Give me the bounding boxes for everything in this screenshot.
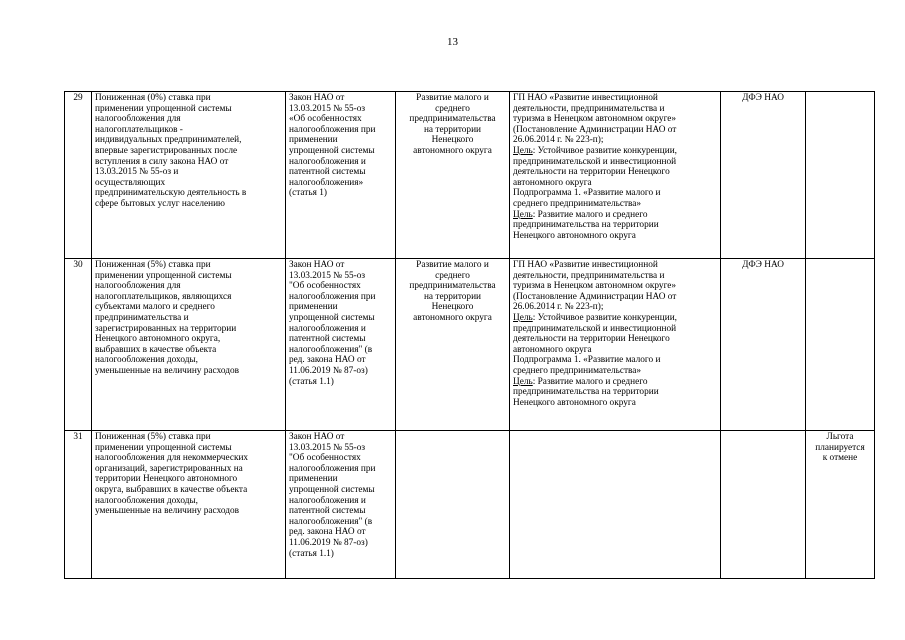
program-line — [513, 302, 717, 313]
goal-line: Ненецкого — [431, 302, 474, 313]
table-row — [65, 259, 875, 431]
benefit-name-line: налогообложения для — [95, 281, 181, 292]
program-line — [513, 398, 717, 409]
row-number: 31 — [73, 432, 83, 442]
program-line-text: Ненецкого автономного округа — [513, 230, 636, 241]
program-cell — [510, 431, 721, 579]
law-line: применении — [289, 135, 338, 146]
benefit-name-line: вступления в силу закона НАО от — [95, 156, 229, 167]
goal-line: Развитие малого и — [416, 93, 489, 103]
program-line-text: Ненецкого автономного округа — [513, 397, 636, 408]
program-goal-label: Цель — [513, 312, 533, 323]
program-line-text: предпринимательской и инвестиционной — [513, 323, 677, 334]
program-cell — [510, 259, 721, 431]
law-line: налогообложения при — [289, 291, 376, 302]
law-line: «Об особенностях — [289, 114, 362, 125]
benefit-name-line: организаций, зарегистрированных на — [95, 463, 243, 474]
benefit-name-line: сфере бытовых услуг населению — [95, 198, 225, 209]
program-line — [513, 104, 717, 115]
benefit-name-line: Пониженная (5%) ставка при — [95, 432, 211, 442]
program-line-text: деятельности, предпринимательства и — [513, 103, 665, 114]
law-line: ред. закона НАО от — [289, 527, 366, 538]
note-cell — [806, 431, 875, 579]
program-line-text: ГП НАО «Развитие инвестиционной — [513, 93, 658, 103]
program-line-text: : Устойчивое развитие конкуренции, — [532, 145, 677, 156]
program-line — [513, 199, 717, 210]
note-line: к отмене — [822, 453, 858, 464]
law-line: патентной системы — [289, 506, 366, 517]
program-line — [513, 125, 717, 136]
program-line — [513, 114, 717, 125]
program-line-text: предпринимательства на территории — [513, 220, 659, 231]
program-line — [513, 135, 717, 146]
program-line-text: туризма в Ненецком автономном округе» — [513, 114, 677, 125]
program-line-text: деятельности, предпринимательства и — [513, 270, 665, 281]
program-line-text: среднего предпринимательства» — [513, 198, 642, 209]
law-cell — [286, 92, 396, 259]
law-line: "Об особенностях — [289, 281, 361, 292]
law-line: 11.06.2019 № 87-оз) — [289, 537, 368, 548]
program-line — [513, 355, 717, 366]
program-line-text: деятельности на территории Ненецкого — [513, 334, 670, 345]
benefit-name-line: налогообложения для некоммерческих — [95, 453, 249, 464]
benefit-name-line: округа, выбравших в качестве объекта — [95, 484, 248, 495]
benefit-name-line: Пониженная (0%) ставка при — [95, 93, 211, 103]
law-line: "Об особенностях — [289, 453, 361, 464]
benefit-name-line: предпринимательства и — [95, 312, 189, 323]
goal-line: среднего — [435, 270, 470, 281]
program-line-text: (Постановление Администрации НАО от — [513, 124, 677, 135]
note-cell — [806, 259, 875, 431]
program-line — [513, 210, 717, 221]
program-cell — [510, 92, 721, 259]
program-line-text: ГП НАО «Развитие инвестиционной — [513, 260, 658, 270]
benefit-name-line: уменьшенные на величину расходов — [95, 365, 240, 376]
benefit-name-line: субъектами малого и среднего — [95, 302, 215, 313]
law-line: налогообложения" (в — [289, 516, 373, 527]
program-line-text: : Устойчивое развитие конкуренции, — [532, 312, 677, 323]
curator-cell — [721, 431, 806, 579]
curator-cell — [721, 92, 806, 259]
law-line: Закон НАО от — [289, 260, 345, 270]
goal-cell — [396, 92, 510, 259]
law-line: патентной системы — [289, 167, 366, 178]
program-line — [513, 93, 717, 104]
program-line — [513, 157, 717, 168]
law-line: Закон НАО от — [289, 432, 345, 442]
law-line: применении — [289, 474, 338, 485]
benefit-name-line: территории Ненецкого автономного — [95, 474, 238, 485]
note-line: Льгота — [826, 432, 854, 442]
program-line-text: среднего предпринимательства» — [513, 365, 642, 376]
law-line: налогообложения при — [289, 124, 376, 135]
law-line: патентной системы — [289, 334, 366, 345]
program-goal-label: Цель — [513, 376, 533, 387]
law-line: налогообложения и — [289, 495, 366, 506]
program-line — [513, 167, 717, 178]
program-line-text: Подпрограмма 1. «Развитие малого и — [513, 188, 661, 199]
law-line: налогообложения" (в — [289, 344, 373, 355]
law-line: 11.06.2019 № 87-оз) — [289, 365, 368, 376]
program-line-text: предпринимательской и инвестиционной — [513, 156, 677, 167]
row-number-cell — [65, 259, 92, 431]
goal-line: предпринимательства — [409, 114, 496, 125]
law-line: упрощенной системы — [289, 312, 375, 323]
benefit-name-line: Ненецкого автономного округа, — [95, 334, 221, 345]
law-cell — [286, 259, 396, 431]
law-line: (статья 1.1) — [289, 376, 334, 387]
program-line-text: автономного округа — [513, 177, 592, 188]
program-line — [513, 178, 717, 189]
goal-line: автономного округа — [413, 312, 492, 323]
law-line: применении — [289, 302, 338, 313]
program-line — [513, 387, 717, 398]
benefit-name-line: применении упрощенной системы — [95, 442, 232, 453]
note-cell — [806, 92, 875, 259]
law-line: Закон НАО от — [289, 93, 345, 103]
law-line: налогообложения и — [289, 323, 366, 334]
goal-cell — [396, 431, 510, 579]
benefit-name-cell — [92, 259, 286, 431]
row-number-cell — [65, 431, 92, 579]
program-line-text: 26.06.2014 г. № 223-п); — [513, 135, 604, 146]
goal-line: автономного округа — [413, 145, 492, 156]
curator-line: ДФЭ НАО — [742, 93, 784, 103]
benefit-name-line: налогообложения доходы, — [95, 495, 199, 506]
goal-line: Развитие малого и — [416, 260, 489, 270]
benefit-name-cell — [92, 92, 286, 259]
program-goal-label: Цель — [513, 209, 533, 220]
benefit-name-line: зарегистрированных на территории — [95, 323, 237, 334]
benefit-name-line: применении упрощенной системы — [95, 103, 232, 114]
program-line — [513, 146, 717, 157]
benefit-name-line: Пониженная (5%) ставка при — [95, 260, 211, 270]
program-line — [513, 324, 717, 335]
program-line-text: предпринимательства на территории — [513, 387, 659, 398]
program-line — [513, 334, 717, 345]
program-line — [513, 366, 717, 377]
program-line-text: (Постановление Администрации НАО от — [513, 291, 677, 302]
law-line: налогообложения» — [289, 177, 364, 188]
row-number: 29 — [73, 93, 83, 103]
program-line-text: автономного округа — [513, 344, 592, 355]
goal-line: предпринимательства — [409, 281, 496, 292]
benefit-name-line: 13.03.2015 № 55-оз и — [95, 167, 179, 178]
law-cell — [286, 431, 396, 579]
benefit-name-line: применении упрощенной системы — [95, 270, 232, 281]
law-line: 13.03.2015 № 55-оз — [289, 442, 366, 453]
goal-line: среднего — [435, 103, 470, 114]
program-line — [513, 345, 717, 356]
benefit-name-line: налогообложения доходы, — [95, 355, 199, 366]
program-line — [513, 292, 717, 303]
program-goal-label: Цель — [513, 145, 533, 156]
program-line-text: : Развитие малого и среднего — [532, 376, 648, 387]
program-line-text: Подпрограмма 1. «Развитие малого и — [513, 355, 661, 366]
program-line — [513, 260, 717, 271]
law-line: (статья 1) — [289, 188, 327, 199]
goal-cell — [396, 259, 510, 431]
program-line-text: 26.06.2014 г. № 223-п); — [513, 302, 604, 313]
row-number: 30 — [73, 260, 83, 270]
benefit-name-line: налогоплательщиков, являющихся — [95, 291, 232, 302]
program-line — [513, 281, 717, 292]
law-line: 13.03.2015 № 55-оз — [289, 103, 366, 114]
note-line: планируется — [815, 442, 865, 453]
benefit-name-line: индивидуальных предпринимателей, — [95, 135, 242, 146]
benefit-name-line: налогообложения для — [95, 114, 181, 125]
benefit-name-line: осуществляющих — [95, 177, 166, 188]
program-line — [513, 220, 717, 231]
law-line: 13.03.2015 № 55-оз — [289, 270, 366, 281]
program-line-text: туризма в Ненецком автономном округе» — [513, 281, 677, 292]
law-line: упрощенной системы — [289, 145, 375, 156]
table-row — [65, 431, 875, 579]
law-line: упрощенной системы — [289, 484, 375, 495]
tax-benefits-table — [64, 91, 875, 579]
law-line: ред. закона НАО от — [289, 355, 366, 366]
goal-line: Ненецкого — [431, 135, 474, 146]
benefit-name-line: предпринимательскую деятельность в — [95, 188, 247, 199]
law-line: налогообложения и — [289, 156, 366, 167]
law-line: (статья 1.1) — [289, 548, 334, 559]
program-line — [513, 377, 717, 388]
table-row — [65, 92, 875, 259]
program-line — [513, 313, 717, 324]
benefit-name-line: впервые зарегистрированных после — [95, 145, 238, 156]
program-line-text: : Развитие малого и среднего — [532, 209, 648, 220]
curator-line: ДФЭ НАО — [742, 260, 784, 270]
row-number-cell — [65, 92, 92, 259]
benefit-name-line: уменьшенные на величину расходов — [95, 506, 240, 517]
program-line-text: деятельности на территории Ненецкого — [513, 167, 670, 178]
benefit-name-line: налогоплательщиков - — [95, 124, 183, 135]
law-line: налогообложения при — [289, 463, 376, 474]
benefit-name-line: выбравших в качестве объекта — [95, 344, 217, 355]
goal-line: на территории — [423, 124, 482, 135]
program-line — [513, 271, 717, 282]
curator-cell — [721, 259, 806, 431]
goal-line: на территории — [423, 291, 482, 302]
program-line — [513, 188, 717, 199]
page-number: 13 — [447, 36, 458, 48]
benefit-name-cell — [92, 431, 286, 579]
program-line — [513, 231, 717, 242]
